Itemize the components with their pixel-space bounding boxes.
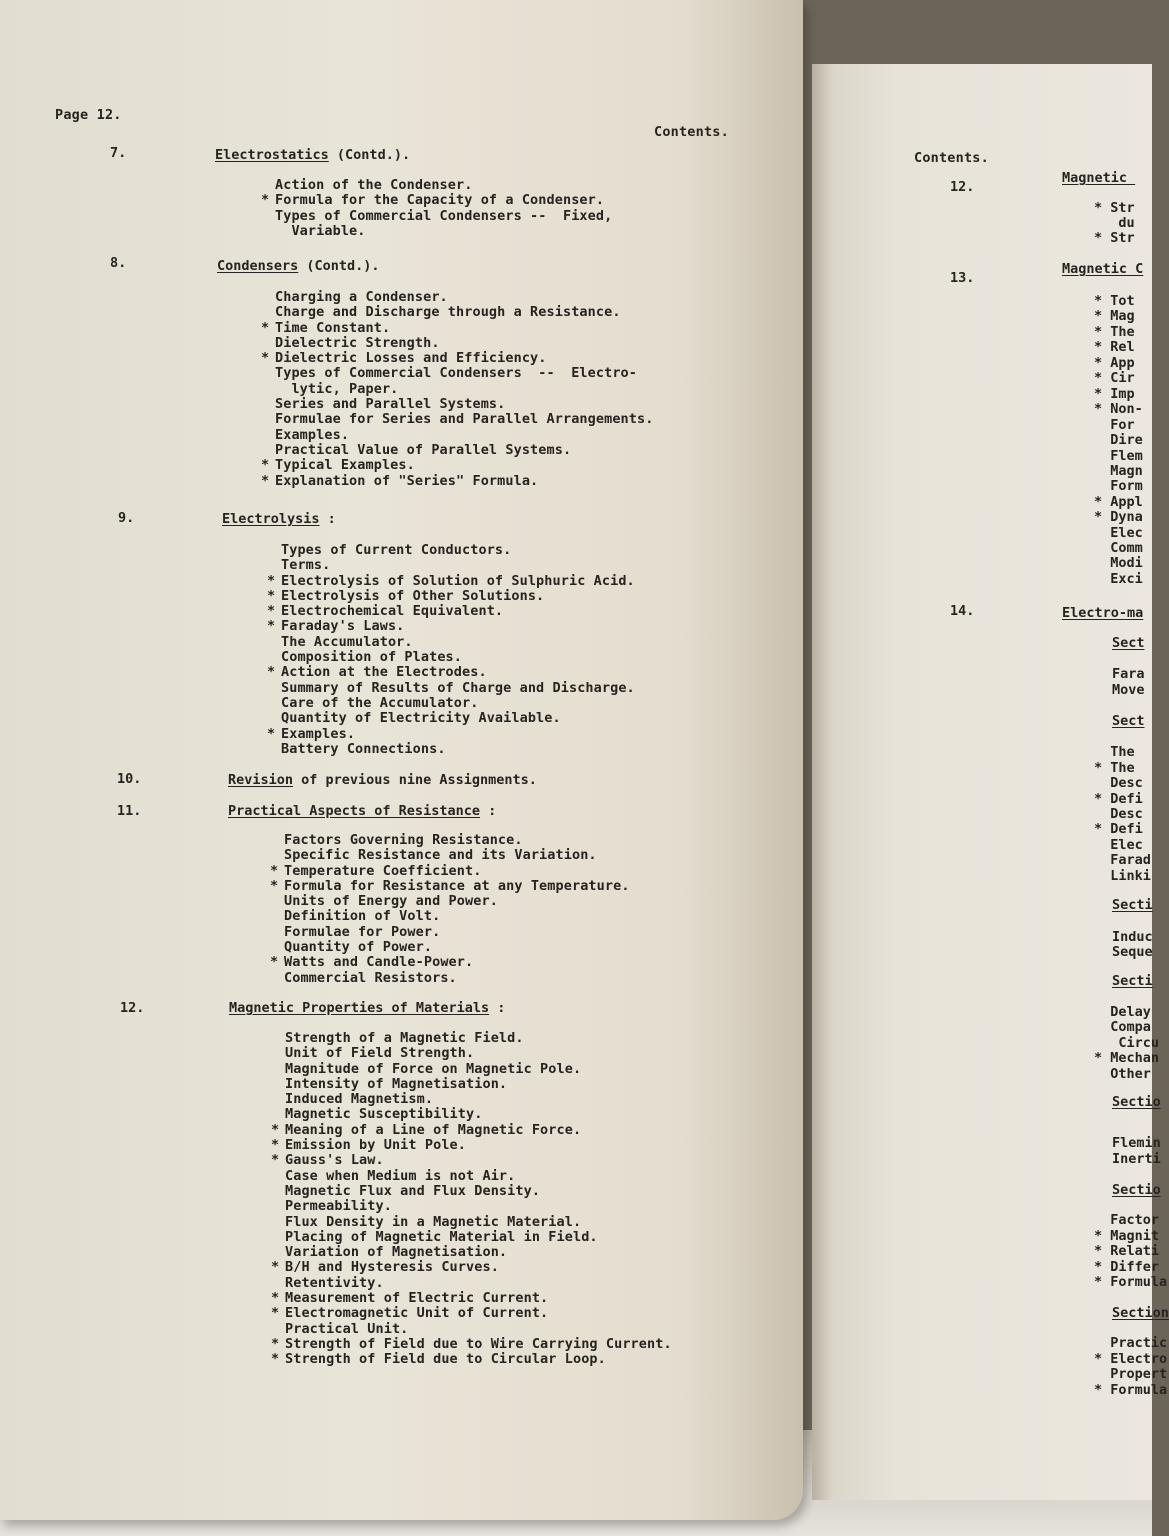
topic-item [275,209,612,224]
topic-item: The [1094,744,1143,760]
topic-item: Elec [1094,837,1143,853]
heading-text: Secti [1112,897,1153,913]
topic-text: Composition of Plates. [281,649,463,666]
topic-text: Emission by Unit Pole. [285,1137,467,1154]
section-title-suffix: of previous nine Assignments. [293,772,537,788]
subsection-heading [1112,1183,1161,1198]
asterisk-mark: * [271,1335,280,1352]
topic-item: * Electro [1094,1351,1168,1367]
topic-text: Examples. [275,426,350,443]
running-title: Contents. [654,124,729,140]
heading-text: Electro-ma [1062,605,1144,621]
topic-text: Temperature Coefficient. [284,862,482,879]
topic-item: Other [1094,1066,1151,1082]
topic-text: Strength of Field due to Wire Carrying Current. [285,1335,672,1352]
subsection-heading [1112,974,1153,989]
section-number: 12. [120,1000,145,1016]
topic-list [267,542,635,757]
topic-item [285,1077,672,1092]
running-title-right: Contents. [914,150,989,166]
topic-text: Variation of Magnetisation. [285,1244,508,1261]
topic-text: Flux Density in a Magnetic Material. [285,1213,582,1230]
heading-text: Magnetic C [1062,261,1144,277]
topic-text: Gauss's Law. [285,1152,384,1169]
topic-item: * Imp [1094,386,1135,402]
section-title-suffix: (Contd.). [298,258,380,274]
topic-item [271,1121,672,1138]
topic-text: Time Constant. [275,319,391,336]
asterisk-mark: * [267,618,276,635]
topic-text: Types of Commercial Condensers -- Electro- [275,365,638,382]
topic-item [271,1290,672,1307]
section-number: 10. [117,771,142,787]
topic-item [281,696,635,711]
section-title: Electrostatics [215,147,329,163]
heading-text: Sectio [1112,1094,1161,1110]
topic-item: * Tot [1094,293,1135,309]
topic-item: Practic [1094,1335,1168,1351]
topic-item [275,443,653,458]
topic-text: Case when Medium is not Air. [285,1167,516,1184]
topic-text: Electrolysis of Solution of Sulphuric Acid. [281,572,635,589]
section-title: Magnetic Properties of Materials [229,1000,490,1016]
heading-text: Magnetic [1062,170,1136,186]
topic-item [271,1351,672,1368]
section-title-suffix: : [319,511,336,527]
topic-item [275,428,653,443]
section-number: 7. [110,145,127,161]
section-number: 13. [950,270,975,286]
topic-item [267,587,635,604]
topic-item: * Magnit [1094,1228,1160,1244]
subsection-heading [1112,1095,1161,1110]
subsection-heading [1112,1306,1169,1321]
topic-item [285,1230,672,1245]
asterisk-mark: * [271,1290,280,1307]
topic-item [270,877,630,894]
section-title: Practical Aspects of Resistance [228,803,480,819]
topic-item: * The [1094,760,1143,776]
topic-text: Commercial Resistors. [284,969,457,986]
topic-item: Propert [1094,1366,1168,1382]
topic-item [275,397,653,412]
asterisk-mark: * [267,603,276,620]
topic-text: Intensity of Magnetisation. [285,1075,508,1092]
topic-item: Circu [1094,1035,1160,1051]
section-number: 14. [950,603,975,619]
section-title-suffix: : [479,803,497,819]
topic-item [275,366,653,381]
topic-item [285,1046,672,1061]
topic-item: * Mag [1094,308,1135,324]
topic-text: Measurement of Electric Current. [285,1290,549,1307]
topic-item [281,681,635,696]
section-title: Condensers [217,258,299,274]
topic-item [281,650,635,665]
heading-text: Secti [1112,973,1153,989]
topic-text: Watts and Candle-Power. [284,954,474,971]
topic-item: * Differ [1094,1259,1160,1275]
topic-item [285,1276,672,1291]
subsection-heading [1112,898,1153,913]
topic-item [275,178,612,193]
topic-item: * The [1094,324,1135,340]
topic-item [275,412,653,427]
topic-item [271,1305,672,1322]
topic-item [285,1031,672,1046]
topic-text: Charging a Condenser. [275,289,448,305]
section-number: 8. [110,255,127,271]
topic-item [284,833,630,848]
right-page [812,64,1169,1500]
asterisk-mark: * [267,572,276,589]
topic-text: Types of Current Conductors. [281,542,512,558]
topic-text: Action at the Electrodes. [281,664,487,681]
topic-text: Quantity of Power. [284,939,433,956]
section-number: 11. [117,803,142,819]
topic-item [261,319,653,336]
topic-item: * Relati [1094,1243,1160,1259]
topic-item: Elec [1094,525,1143,541]
topic-text: Formula for the Capacity of a Condenser. [275,192,605,209]
section-heading [222,511,336,527]
topic-item: Modi [1094,555,1143,571]
asterisk-mark: * [271,1259,280,1276]
topic-text: Battery Connections. [281,740,446,757]
topic-item: Compa [1094,1019,1151,1035]
topic-item: Desc [1094,775,1143,791]
topic-text: Formulae for Series and Parallel Arrangements. [275,411,654,428]
topic-item: * Str [1094,230,1135,246]
topic-item: * Mechan [1094,1050,1160,1066]
topic-text: lytic, Paper. [275,380,399,397]
topic-item [271,1137,672,1154]
topic-text: Summary of Results of Charge and Discharge. [281,679,635,696]
topic-text: Faraday's Laws. [281,618,405,635]
section-title: Electrolysis [222,511,320,527]
topic-item: * Str [1094,200,1135,216]
topic-text: Quantity of Electricity Available. [281,710,561,727]
topic-item [261,350,653,367]
topic-list [261,177,613,239]
topic-item [281,558,635,573]
asterisk-mark: * [270,954,279,971]
topic-item: Fara [1112,666,1145,682]
section-heading [228,772,537,788]
topic-text: Charge and Discharge through a Resistance. [275,304,621,321]
topic-item: Comm [1094,540,1143,556]
asterisk-mark: * [271,1351,280,1368]
topic-item: Inerti [1112,1151,1161,1167]
topic-item [284,894,630,909]
topic-item: Factor [1094,1212,1160,1228]
topic-text: Magnetic Susceptibility. [285,1106,483,1123]
topic-item: * Rel [1094,339,1135,355]
topic-item [275,290,653,305]
topic-item [284,909,630,924]
topic-text: Examples. [281,725,356,742]
topic-item [261,192,612,209]
topic-item: * App [1094,355,1135,371]
topic-item [281,543,635,558]
topic-item: du [1094,215,1135,231]
asterisk-mark: * [270,877,279,894]
topic-text: Magnitude of Force on Magnetic Pole. [285,1060,582,1077]
topic-item [275,305,653,320]
topic-text: Induced Magnetism. [285,1091,434,1108]
heading-text: Sectio [1112,1182,1161,1198]
subsection-heading [1112,714,1145,729]
topic-item [270,954,630,971]
topic-text: Dielectric Losses and Efficiency. [275,350,547,367]
topic-text: Action of the Condenser. [275,177,473,193]
topic-item [267,603,635,620]
topic-item: Induc [1112,929,1153,945]
topic-item [285,1169,672,1184]
asterisk-mark: * [261,350,270,367]
section-title: Revision [228,772,294,788]
topic-item [270,862,630,879]
topic-item [281,742,635,757]
topic-text: Types of Commercial Condensers -- Fixed, [275,207,613,224]
topic-item: * Non- [1094,401,1143,417]
topic-text: Formulae for Power. [284,923,441,940]
topic-text: Definition of Volt. [284,908,441,925]
asterisk-mark: * [271,1137,280,1154]
subsection-heading [1112,636,1145,651]
section-heading [228,803,496,819]
topic-item [271,1335,672,1352]
topic-item [261,472,653,489]
asterisk-mark: * [267,664,276,681]
topic-text: Strength of Field due to Circular Loop. [285,1351,606,1368]
topic-item [285,1322,672,1337]
section-heading [217,258,380,274]
topic-text: Specific Resistance and its Variation. [284,847,597,864]
section-heading [1062,171,1135,186]
asterisk-mark: * [267,587,276,604]
topic-item [284,925,630,940]
topic-item [267,725,635,742]
topic-text: Magnetic Flux and Flux Density. [285,1182,541,1199]
asterisk-mark: * [261,192,270,209]
topic-text: Unit of Field Strength. [285,1045,475,1062]
topic-item [284,848,630,863]
topic-text: Factors Governing Resistance. [284,832,523,848]
topic-text: Terms. [281,557,331,574]
topic-item: Linki [1094,868,1151,884]
topic-item: Desc [1094,806,1143,822]
asterisk-mark: * [261,457,270,474]
topic-item: Magn [1094,463,1143,479]
section-title-suffix: (Contd.). [328,147,411,163]
asterisk-mark: * [271,1121,280,1138]
topic-text: B/H and Hysteresis Curves. [285,1259,499,1276]
topic-text: Typical Examples. [275,457,415,474]
topic-item [285,1107,672,1122]
asterisk-mark: * [270,862,279,879]
topic-item [271,1152,672,1169]
page-number: Page 12. [55,107,122,123]
topic-item [285,1062,672,1077]
topic-text: Practical Unit. [285,1320,409,1337]
topic-item [284,971,630,986]
topic-text: Permeability. [285,1198,392,1215]
topic-item [275,382,653,397]
section-number: 9. [118,510,135,526]
topic-text: Electrochemical Equivalent. [281,603,504,620]
topic-item: Seque [1112,944,1153,960]
topic-item: * Dyna [1094,509,1143,525]
topic-item [285,1215,672,1230]
topic-item: * Appl [1094,494,1143,510]
section-heading [215,147,410,163]
topic-text: Units of Energy and Power. [284,893,498,910]
topic-item [285,1245,672,1260]
topic-item: * Formula [1094,1274,1168,1290]
topic-item: * Defi [1094,791,1143,807]
topic-item: Delay [1094,1004,1151,1020]
topic-item: Flem [1094,448,1143,464]
topic-item: Farad [1094,852,1151,868]
topic-item [285,1184,672,1199]
topic-item: Form [1094,478,1143,494]
topic-text: Formula for Resistance at any Temperature. [284,877,630,894]
topic-text: Care of the Accumulator. [281,694,479,711]
heading-text: Sect [1112,635,1145,651]
heading-text: Section [1112,1305,1169,1321]
asterisk-mark: * [267,725,276,742]
topic-item [271,1259,672,1276]
section-title-suffix: : [489,1000,506,1016]
topic-text: Electromagnetic Unit of Current. [285,1305,549,1322]
topic-item [267,572,635,589]
topic-list [271,1030,672,1368]
heading-text: Sect [1112,713,1145,729]
section-heading [1062,262,1143,277]
topic-text: Strength of a Magnetic Field. [285,1030,524,1046]
topic-item: * Defi [1094,821,1143,837]
topic-item [275,336,653,351]
topic-text: Dielectric Strength. [275,334,440,351]
asterisk-mark: * [271,1152,280,1169]
asterisk-mark: * [261,319,270,336]
topic-text: Retentivity. [285,1274,384,1291]
topic-item: Dire [1094,432,1143,448]
topic-text: Placing of Magnetic Material in Field. [285,1228,598,1245]
topic-item [267,664,635,681]
topic-item [285,1092,672,1107]
topic-item [261,457,653,474]
section-heading [1062,606,1143,621]
topic-item: * Cir [1094,370,1135,386]
topic-list [261,289,654,489]
topic-item: Flemin [1112,1135,1161,1151]
section-heading [229,1000,505,1016]
topic-item [281,635,635,650]
topic-text: Electrolysis of Other Solutions. [281,587,545,604]
topic-item: For [1094,417,1135,433]
section-number: 12. [950,179,975,195]
topic-text: The Accumulator. [281,633,413,650]
topic-text: Series and Parallel Systems. [275,396,506,413]
topic-text: Practical Value of Parallel Systems. [275,441,572,458]
topic-item [267,618,635,635]
topic-item [275,224,612,239]
topic-item [281,711,635,726]
topic-item [285,1199,672,1214]
topic-item: Exci [1094,571,1143,587]
topic-text: Explanation of "Series" Formula. [275,472,539,489]
topic-text: Meaning of a Line of Magnetic Force. [285,1121,582,1138]
topic-item: Move [1112,682,1145,698]
topic-item: * Formula [1094,1382,1168,1398]
topic-item [284,940,630,955]
topic-list [270,832,630,986]
asterisk-mark: * [261,472,270,489]
topic-text: Variable. [275,222,366,239]
asterisk-mark: * [271,1305,280,1322]
